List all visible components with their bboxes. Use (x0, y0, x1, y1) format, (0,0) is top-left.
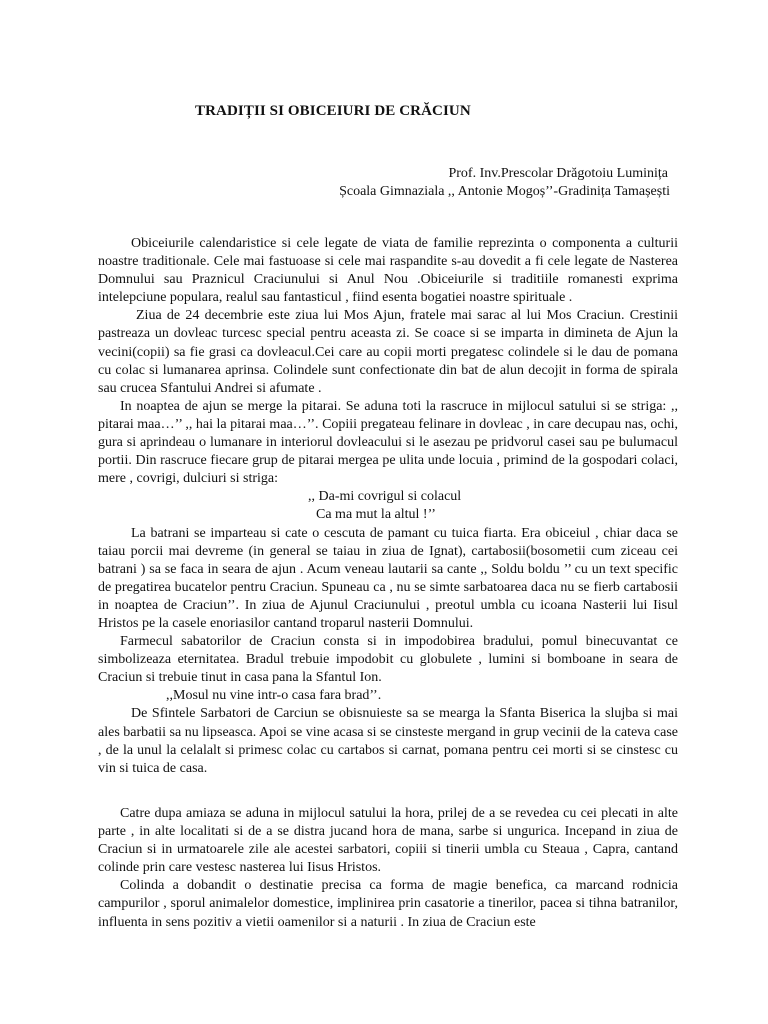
paragraph-cartabosi: La batrani se imparteau si cate o cescuta de pamant cu tuica fiarta. Era obiceiul , chiar daca se taiau porcii mai devreme (in general se taiau in ziua de Ignat), cartabosii(bosometii cum ziceau cei batrani ) sa se faca in seara de ajun . Acum veneau lautarii sa cante ,, Soldu boldu ’’ cu un text specific de pregatirea bucatelor pentru Craciun. Spuneau ca , nu se simte sarbatoarea daca nu se fierb cartabosii in noaptea de Craciun’’. In ziua de Ajunul Craciunului , preotul umbla cu icoana Nasterii lui Iisul Hristos pe la casele enoriasilor cantand troparul nasterii Domnului. (98, 525, 678, 631)
body-text-block-1 (98, 235, 678, 778)
paragraph-biserica: De Sfintele Sarbatori de Carciun se obisnuieste sa se mearga la Sfanta Biserica la slujba si mai ales barbatii sa nu lipseasca. Apoi se vine acasa si se cinsteste mergand in grup vecinii de la cateva case , de la unul la celalalt si primesc colac cu cartabos si carnat, pomana pentru cei morti si se cinstesc cu vin si tuica de casa. (98, 706, 678, 776)
paragraph-pitarai: In noaptea de ajun se merge la pitarai. Se aduna toti la rascruce in mijlocul satului si se striga: ,, pitarai maa…’’ ,, hai la pitarai maa…’’. Copiii pregateau felinare in dovleac , in care decupau nas, ochi, gura si aprindeau o lumanare in interiorul dovleacului si le asezau pe pridvorul casei sau pe bulumacul portii. Din rascruce fiecare grup de pitarai mergea pe ulita unde locuia , primind de la gospodari colaci, mere , covrigi, dulciuri si striga: (98, 398, 678, 487)
verse-line-1: ,, Da-mi covrigul si colacul (308, 489, 462, 505)
author-line: Prof. Inv.Prescolar Drăgotoiu Luminița (448, 166, 668, 181)
paragraph-mos-ajun: Ziua de 24 decembrie este ziua lui Mos Ajun, fratele mai sarac al lui Mos Craciun. Crestinii pastreaza un dovleac turcesc special pentru aceasta zi. Se coace si se imparta in dimineta de Ajun la vecini(copii) sa fie grasi ca dovleacul.Cei care au copii morti pregatesc colindele si le dau de pomana cu colac si lumanarea aprinsa. Colindele sunt confectionate din bat de alun decojit in forma de spirala sau crucea Sfantului Andrei si afumate . (98, 308, 678, 396)
paragraph-intro: Obiceiurile calendaristice si cele legate de viata de familie reprezinta o componenta a culturii noastre traditionale. Cele mai fastuoase si cele mai raspandite s-au dovedit a fi cele legate de Nasterea Domnului sau Praznicul Craciunului si Anul Nou .Obiceiurile si traditiile romanesti exprima intelepciune populara, realul sau fantasticul , fiind esenta bogatiei noastre spirituale . (98, 236, 678, 306)
paragraph-hora: Catre dupa amiaza se aduna in mijlocul satului la hora, prilej de a se revedea cu cei plecati in alte parte , in alte localitati si de a se distra jucand hora de mana, sarbe si ungurica. Incepand in ziua de Craciun si in urmatoarele zile ale acestei sarbatori, copiii si tinerii umbla cu Steaua , Capra, cantand colinde prin care vestesc nasterea lui Iisus Hristos. (98, 806, 678, 876)
paragraph-brad: Farmecul sabatorilor de Craciun consta si in impodobirea bradului, pomul binecuvantat ce simbolizeaza eternitatea. Bradul trebuie impodobit cu globulete , lumini si bomboane in seara de Craciun si trebuie tinut in casa pana la Sfantul Ion. (98, 634, 678, 686)
verse-line-2: Ca ma mut la altul !’’ (316, 507, 436, 523)
paragraph-colinda: Colinda a dobandit o destinatie precisa ca forma de magie benefica, ca marcand rodnicia campurilor , sporul animalelor domestice, implinirea prin casatorie a tinerilor, pacea si tihna batranilor, influenta in sens pozitiv a vietii oamenilor si a naturii . In ziua de Craciun este (98, 878, 678, 930)
school-line: Școala Gimnaziala ,, Antonie Mogoș’’-Gradinița Tamașești (339, 184, 670, 199)
proverb-line: ,,Mosul nu vine intr-o casa fara brad’’. (166, 688, 382, 704)
body-text-block-2 (98, 805, 678, 932)
document-title: TRADIȚII SI OBICEIURI DE CRĂCIUN (195, 103, 471, 119)
